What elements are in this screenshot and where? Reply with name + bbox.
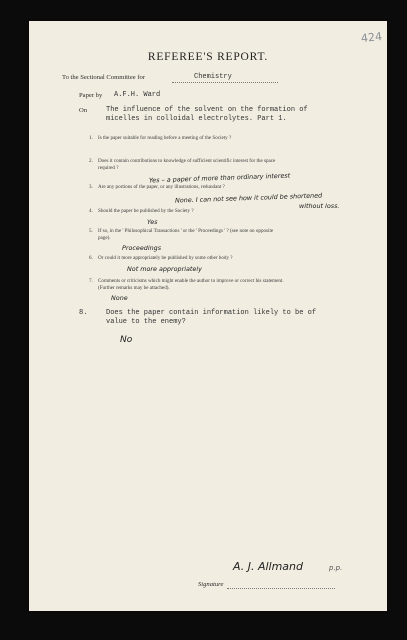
answer-7: None [111, 294, 128, 302]
paper-by-label: Paper by [79, 92, 103, 99]
question-8-number: 8. [79, 309, 88, 317]
answer-4: Yes [147, 218, 158, 226]
answer-2: Yes – a paper of more than ordinary interest [148, 171, 291, 185]
answer-6: Not more appropriately [127, 265, 202, 273]
signature-line [227, 588, 335, 589]
question-3: 3. Are any portions of the paper, or any illustrations, redundant ? [89, 184, 225, 190]
signature-handwritten: A. J. Allmand [233, 560, 304, 573]
question-6: 6. Or could it more appropriately be published by some other body ? [89, 255, 233, 261]
committee-value: Chemistry [194, 73, 232, 81]
signature-label: Signature [198, 581, 224, 588]
question-8-line2: value to the enemy? [106, 318, 186, 326]
answer-5: Proceedings [122, 244, 162, 252]
question-8-line1: Does the paper contain information likely to be of [106, 309, 317, 317]
paper-by-value: A.F.H. Ward [114, 91, 161, 99]
question-4: 4. Should the paper be published by the Society ? [89, 208, 194, 214]
signature-suffix: p.p. [329, 564, 343, 572]
answer-8: No [120, 335, 133, 345]
on-value-line2: micelles in colloidal electrolytes. Part 1. [106, 115, 287, 123]
page-title: REFEREE'S REPORT. [147, 51, 269, 63]
committee-label: To the Sectional Committee for [62, 74, 146, 81]
question-2: 2. Does it contain contributions to knowledge of sufficient scientific interest for the space required ? [89, 158, 276, 172]
archive-number: 424 [360, 29, 383, 46]
question-1: 1. Is the paper suitable for reading before a meeting of the Society ? [89, 135, 232, 141]
answer-3-line2: without loss. [299, 202, 340, 210]
answer-3-line1: None. I can not see how it could be shortened [174, 191, 323, 205]
question-5: 5. If so, in the ' Philosophical Transactions ' or the ' Proceedings ' ? (see note on opposite page). [89, 228, 274, 242]
on-label: On [79, 107, 88, 114]
report-page [29, 21, 387, 611]
committee-line [172, 82, 278, 83]
question-7: 7. Comments or criticisms which might enable the author to improve or correct his statement. (Further remarks may be attached). [89, 278, 284, 292]
on-value-line1: The influence of the solvent on the formation of [106, 106, 308, 114]
